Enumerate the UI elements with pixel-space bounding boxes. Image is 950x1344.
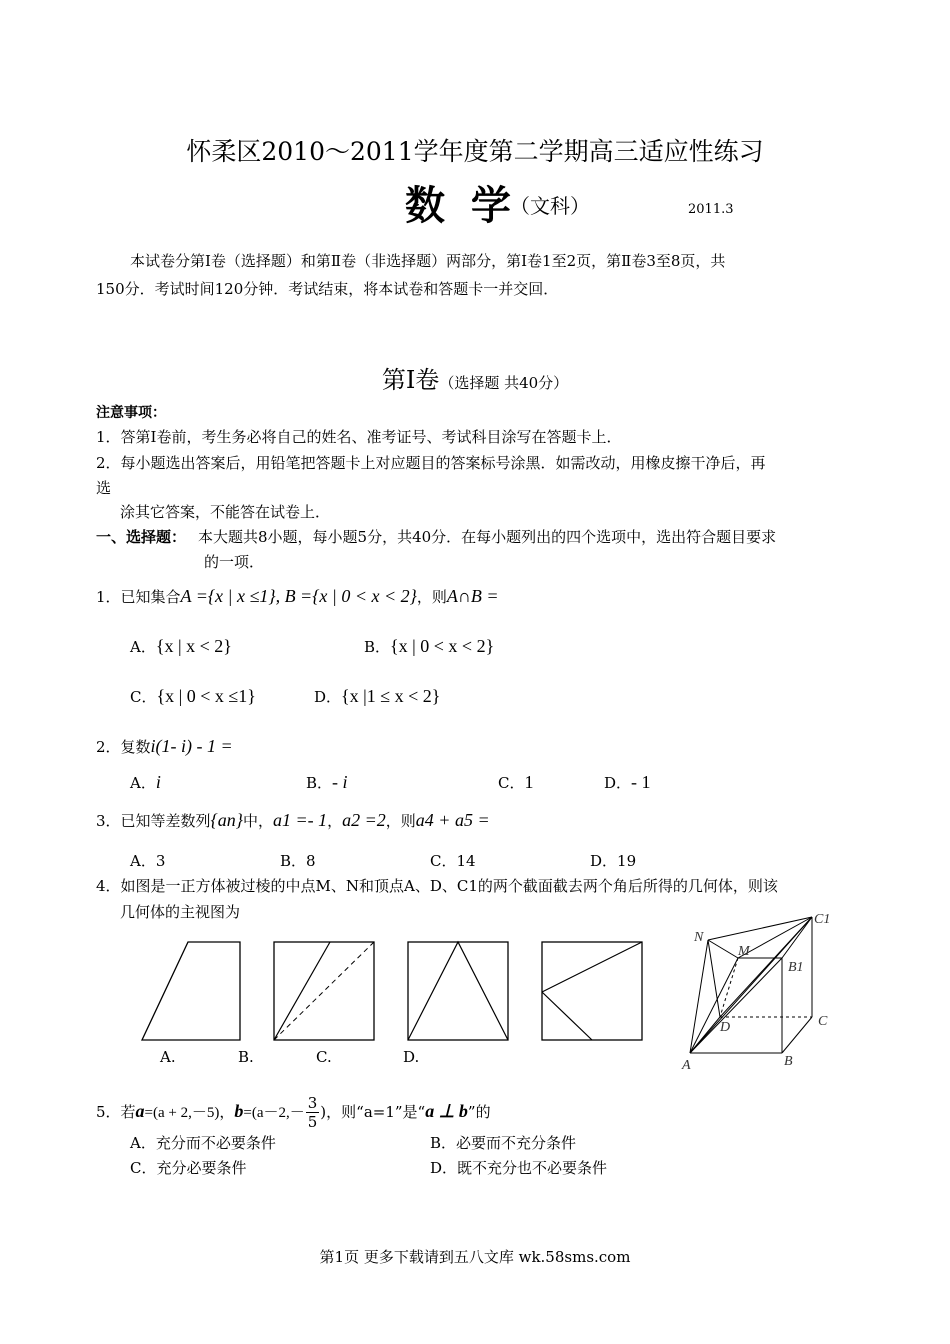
- subject-subtitle: （文科）: [510, 194, 590, 218]
- q2-option-d-label: D．: [604, 774, 632, 792]
- part-text-2: 的一项．: [204, 553, 265, 571]
- q2-option-b-label: B．: [306, 774, 333, 792]
- q1-option-a-text: {x | x < 2}: [155, 636, 232, 656]
- q1-suffix: ，则: [416, 588, 447, 606]
- cube-label-c1: C1: [814, 912, 831, 927]
- q4-line-2: 几何体的主视图为: [120, 903, 241, 921]
- q3-option-d-label: D．: [590, 852, 618, 870]
- q1-option-c-text: {x | 0 < x ≤1}: [156, 686, 256, 706]
- q3-option-c-text: 14: [456, 852, 476, 870]
- section-subtitle: （选择题 共40分）: [439, 374, 569, 392]
- q5-prefix: 5．若: [96, 1103, 136, 1121]
- q5-perp-expr: a ⊥ b: [425, 1101, 468, 1121]
- q1-prefix: 1．已知集合: [96, 588, 181, 606]
- part-label: 一、选择题：: [96, 528, 187, 546]
- q2-option-a-label: A．: [130, 774, 156, 792]
- q5-a-expr: =(a + 2,－5)，: [144, 1105, 235, 1121]
- q2-option-b-text: - i: [332, 772, 348, 792]
- q4-label-d: D.: [403, 1048, 420, 1066]
- cube-label-b1: B1: [788, 960, 804, 975]
- q5-vector-a: a: [135, 1101, 145, 1121]
- q3-sep: ，: [327, 812, 343, 830]
- q4-figure-b[interactable]: [270, 938, 380, 1044]
- q4-line-1: 4．如图是一正方体被过棱的中点M、N和顶点A、D、C1的两个截面截去两个角后所得的几何体，则该: [96, 877, 778, 895]
- q2-option-c-label: C．: [498, 774, 525, 792]
- q4-figure-c[interactable]: [404, 938, 514, 1044]
- notice-item-2c: 涂其它答案，不能答在试卷上．: [120, 503, 331, 521]
- q4-cube-figure: [678, 905, 856, 1075]
- cube-label-c: C: [818, 1014, 828, 1029]
- notice-item-1: 1．答第Ⅰ卷前，考生务必将自己的姓名、准考证号、考试科目涂写在答题卡上．: [96, 428, 622, 446]
- q5-fraction: [306, 1094, 320, 1131]
- q2-option-c[interactable]: [498, 772, 533, 793]
- section-title: 第Ⅰ卷: [381, 366, 440, 394]
- q5-fraction-denominator: 5: [307, 1113, 318, 1131]
- exam-title: 怀柔区2010～2011学年度第二学期高三适应性练习: [186, 137, 764, 166]
- cube-label-b: B: [784, 1054, 793, 1069]
- notice-item-2a: 2．每小题选出答案后，用铅笔把答题卡上对应题目的答案标号涂黑．如需改动，用橡皮擦干净后，再: [96, 454, 766, 472]
- q2-option-b[interactable]: [306, 772, 348, 793]
- q2-option-a[interactable]: [130, 772, 161, 793]
- q5-suffix: ”的: [467, 1103, 491, 1121]
- cube-label-m: M: [738, 944, 750, 959]
- q3-option-d[interactable]: [590, 850, 636, 871]
- q3-expr-2: a2 =2: [342, 810, 386, 830]
- q2-expr: i(1- i) - 1 =: [150, 736, 233, 756]
- q3-expr-1: a1 =- 1: [272, 810, 328, 830]
- q3-option-b-label: B．: [280, 852, 307, 870]
- part-text-1: 本大题共8小题，每小题5分，共40分．在每小题列出的四个选项中，选出符合题目要求: [198, 528, 777, 546]
- subject-title: 数 学: [405, 182, 517, 229]
- intro-line-2: 150分．考试时间120分钟．考试结束，将本试卷和答题卡一并交回．: [96, 280, 559, 298]
- q2-option-d-text: - 1: [631, 772, 651, 792]
- q3-option-c[interactable]: [430, 850, 476, 871]
- q5-vector-b: b: [234, 1101, 244, 1121]
- q3-option-b[interactable]: [280, 850, 316, 871]
- q1-option-b[interactable]: [364, 636, 494, 657]
- q1-option-a[interactable]: [130, 636, 232, 657]
- q1-option-c-label: C．: [130, 688, 157, 706]
- q4-label-b: B.: [238, 1048, 254, 1066]
- q2-option-c-text: 1: [524, 772, 534, 792]
- q5-b-expr-2: )，则“a=1”是“: [320, 1103, 426, 1121]
- q2-option-a-text: i: [155, 772, 161, 792]
- q3-mid: 中，: [242, 812, 273, 830]
- q4-figure-a[interactable]: [138, 938, 248, 1044]
- q4-label-c: C.: [316, 1048, 332, 1066]
- q2-prefix: 2．复数: [96, 738, 151, 756]
- section-heading: [0, 360, 950, 395]
- q3-option-a-label: A．: [130, 852, 156, 870]
- q2-option-d[interactable]: [604, 772, 651, 793]
- q3-option-a-text: 3: [155, 852, 166, 870]
- page-footer: 第1页 更多下载请到五八文库 wk.58sms.com: [319, 1248, 631, 1266]
- question-1: [96, 586, 498, 607]
- q3-seq: {an}: [210, 810, 243, 830]
- q1-option-d-label: D．: [314, 688, 342, 706]
- q5-b-expr-1: =(a－2,－: [243, 1105, 305, 1121]
- q5-option-d[interactable]: D．既不充分也不必要条件: [430, 1159, 608, 1177]
- exam-date: 2011.3: [688, 202, 734, 217]
- q5-option-c[interactable]: C．充分必要条件: [130, 1159, 247, 1177]
- cube-label-n: N: [694, 930, 704, 945]
- q1-option-b-text: {x | 0 < x < 2}: [390, 636, 495, 656]
- intro-line-1: 本试卷分第Ⅰ卷（选择题）和第Ⅱ卷（非选择题）两部分，第Ⅰ卷1至2页，第Ⅱ卷3至8页，共: [130, 252, 726, 270]
- q4-label-a: A.: [160, 1048, 176, 1066]
- q3-then: ，则: [385, 812, 416, 830]
- notice-item-2b: 选: [96, 479, 112, 497]
- q3-expr-3: a4 + a5 =: [415, 810, 490, 830]
- cube-label-d: D: [720, 1020, 731, 1035]
- q5-option-a[interactable]: A．充分而不必要条件: [130, 1134, 276, 1152]
- q1-expr2: A∩B =: [446, 586, 499, 606]
- q3-option-b-text: 8: [306, 852, 316, 870]
- question-5: [96, 1094, 491, 1131]
- q3-option-c-label: C．: [430, 852, 457, 870]
- q1-option-b-label: B．: [364, 638, 391, 656]
- q3-prefix: 3．已知等差数列: [96, 812, 211, 830]
- cube-label-a: A: [682, 1058, 691, 1073]
- question-3: [96, 810, 490, 831]
- q3-option-d-text: 19: [617, 852, 637, 870]
- q1-option-d[interactable]: [314, 686, 440, 707]
- q3-option-a[interactable]: [130, 850, 165, 871]
- question-2: [96, 736, 233, 757]
- q1-option-a-label: A．: [130, 638, 156, 656]
- q5-fraction-numerator: 3: [307, 1094, 318, 1112]
- q1-option-d-text: {x |1 ≤ x < 2}: [341, 686, 441, 706]
- q1-option-c[interactable]: [130, 686, 256, 707]
- q5-option-b[interactable]: B．必要而不充分条件: [430, 1134, 577, 1152]
- q1-expr: A ={x | x ≤1}, B ={x | 0 < x < 2}: [180, 586, 417, 606]
- q4-figure-d[interactable]: [538, 938, 648, 1044]
- notice-heading: 注意事项：: [96, 405, 166, 421]
